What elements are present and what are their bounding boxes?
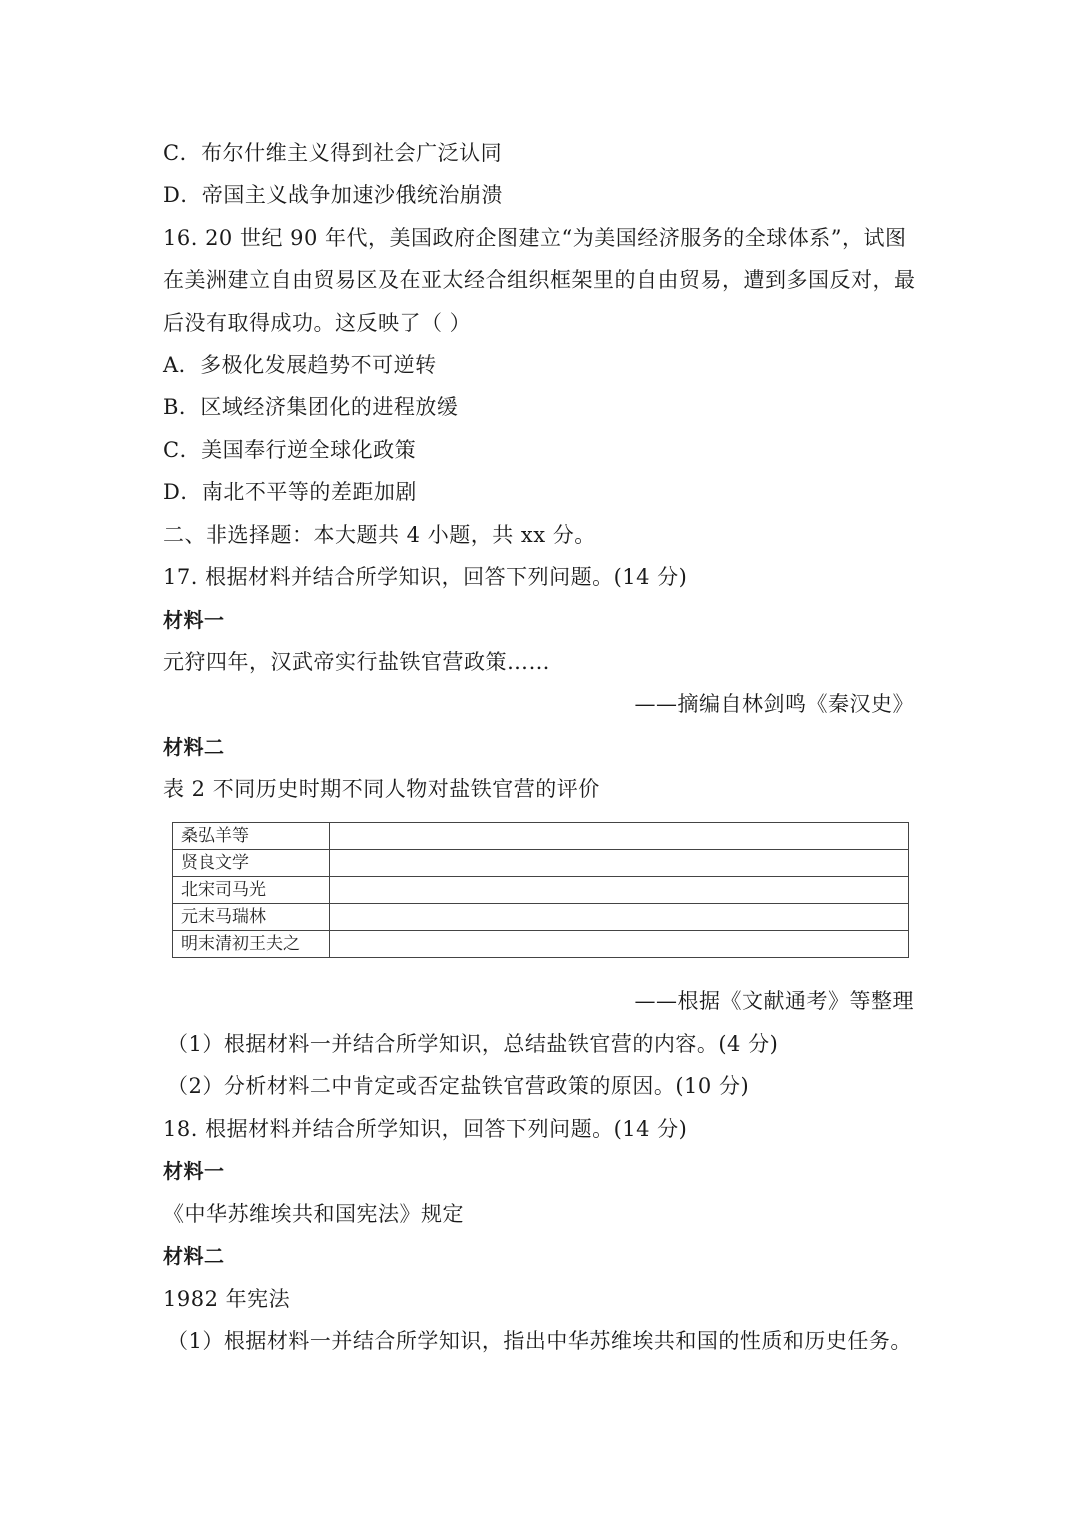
q17-material2-source: ——根据《文献通考》等整理 [634,989,914,1013]
table-cell-comment [330,904,909,931]
table-cell-person: 明末清初王夫之 [173,931,330,958]
table-row [173,931,909,958]
table-cell-person: 桑弘羊等 [173,823,330,850]
q17-material2-label: 材料二 [163,735,225,759]
q18-sub1: （1）根据材料一并结合所学知识，指出中华苏维埃共和国的性质和历史任务。 [167,1329,912,1353]
q17-material1-text: 元狩四年，汉武帝实行盐铁官营政策…… [163,650,550,674]
table-cell-comment [330,850,909,877]
q17-material1-source: ——摘编自林剑鸣《秦汉史》 [634,692,914,716]
q18-material1-label: 材料一 [163,1159,225,1183]
q15-option-d: D．帝国主义战争加速沙俄统治崩溃 [163,183,503,207]
q16-stem-line2: 在美洲建立自由贸易区及在亚太经合组织框架里的自由贸易，遭到多国反对，最 [163,268,916,292]
table-row [173,850,909,877]
q17-material1-label: 材料一 [163,608,225,632]
table-row [173,904,909,931]
q16-option-a: A．多极化发展趋势不可逆转 [163,353,437,377]
q16-option-c: C．美国奉行逆全球化政策 [163,438,417,462]
q17-stem: 17. 根据材料并结合所学知识，回答下列问题。(14 分) [163,565,688,589]
q16-stem-line3: 后没有取得成功。这反映了（ ） [163,311,472,335]
q18-material1-text: 《中华苏维埃共和国宪法》规定 [163,1202,464,1226]
table-cell-person: 元末马瑞林 [173,904,330,931]
q17-table-caption: 表 2 不同历史时期不同人物对盐铁官营的评价 [163,777,600,801]
table-cell-comment [330,823,909,850]
table-cell-person: 贤良文学 [173,850,330,877]
q17-sub2: （2）分析材料二中肯定或否定盐铁官营政策的原因。(10 分) [167,1074,750,1098]
q18-material2-label: 材料二 [163,1244,225,1268]
section2-heading: 二、非选择题：本大题共 4 小题，共 xx 分。 [163,523,596,547]
q15-option-c: C．布尔什维主义得到社会广泛认同 [163,141,503,165]
q18-material2-text: 1982 年宪法 [163,1287,291,1311]
evaluation-table [172,822,909,958]
q17-sub1: （1）根据材料一并结合所学知识，总结盐铁官营的内容。(4 分) [167,1032,779,1056]
table-cell-comment [330,877,909,904]
table-row [173,823,909,850]
table-cell-person: 北宋司马光 [173,877,330,904]
table-row [173,877,909,904]
table-cell-comment [330,931,909,958]
q16-option-d: D．南北不平等的差距加剧 [163,480,417,504]
q18-stem: 18. 根据材料并结合所学知识，回答下列问题。(14 分) [163,1117,688,1141]
q16-option-b: B．区域经济集团化的进程放缓 [163,395,459,419]
q16-stem-line1: 16. 20 世纪 90 年代，美国政府企图建立“为美国经济服务的全球体系”，试图 [163,226,907,250]
